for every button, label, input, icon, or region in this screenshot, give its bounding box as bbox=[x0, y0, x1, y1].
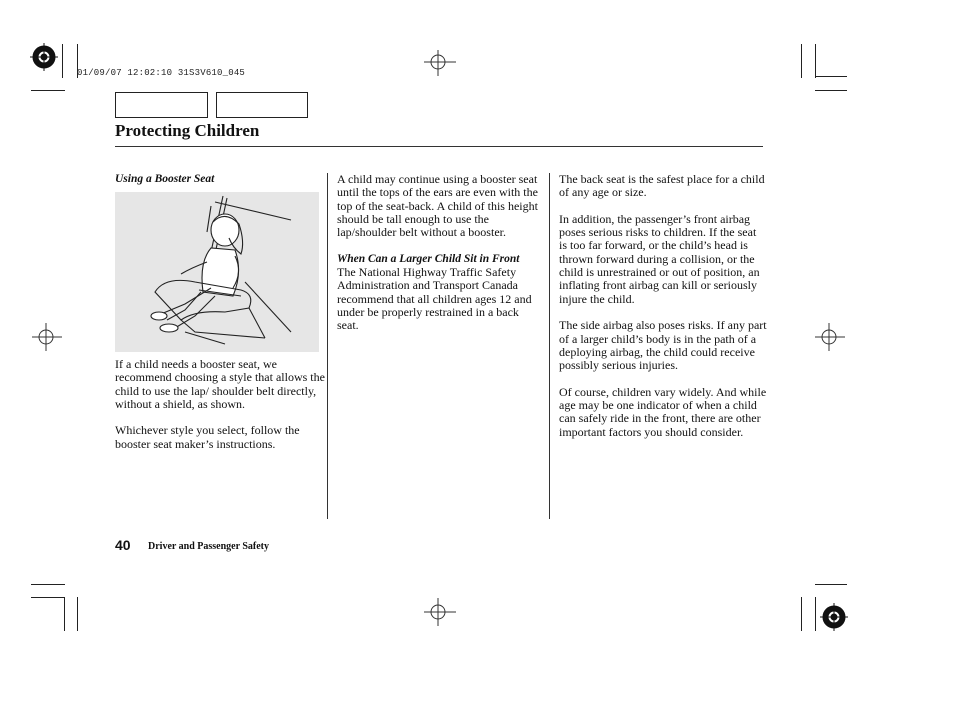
larger-child-heading: When Can a Larger Child Sit in Front bbox=[337, 252, 520, 265]
print-stamp: 01/09/07 12:02:10 31S3V610_045 bbox=[77, 68, 246, 78]
page-number: 40 bbox=[115, 537, 131, 553]
nhtsa-paragraph: The National Highway Traffic Safety Administration and Transport Canada recommend that all children ages 12 and under be properly restrained in a back seat. bbox=[337, 265, 532, 333]
column-divider-1 bbox=[327, 173, 328, 519]
booster-seat-paragraph-2: Whichever style you select, follow the booster seat maker’s instructions. bbox=[115, 423, 300, 451]
registration-sunburst-bottom-right bbox=[820, 603, 848, 631]
crosshair-bottom bbox=[424, 598, 456, 626]
front-airbag-paragraph: In addition, the passenger’s front airbag poses serious risks to children. If the seat is too far forward, or the child’s head is thrown forward during a collision, or the child is unrestrained or out of position, an inflating front airbag can kill or seriously injure the child. bbox=[559, 211, 760, 306]
section-name: Driver and Passenger Safety bbox=[148, 541, 270, 552]
back-seat-paragraph: The back seat is the safest place for a child of any age or size. bbox=[559, 172, 765, 200]
registration-sunburst-top-left bbox=[30, 43, 58, 71]
crosshair-left bbox=[32, 323, 62, 351]
booster-seat-paragraph-1: If a child needs a booster seat, we recommend choosing a style that allows the child to use the lap/ shoulder belt directly, without a shield, as shown. bbox=[115, 357, 325, 411]
title-rule bbox=[115, 146, 763, 147]
crosshair-top bbox=[424, 50, 456, 76]
booster-seat-heading: Using a Booster Seat bbox=[115, 173, 215, 185]
booster-seat-illustration bbox=[115, 192, 319, 352]
column-1 bbox=[115, 173, 323, 186]
side-airbag-paragraph: The side airbag also poses risks. If any part of a larger child’s body is in the path of a deploying airbag, the child could receive possibly serious injuries. bbox=[559, 318, 767, 373]
column-2 bbox=[337, 173, 543, 346]
header-tab-box-1 bbox=[115, 92, 208, 118]
column-3 bbox=[559, 173, 767, 452]
column-divider-2 bbox=[549, 173, 550, 519]
column-1-body bbox=[115, 358, 325, 464]
children-vary-paragraph: Of course, children vary widely. And while age may be one indicator of when a child can safely ride in the front, there are other important factors you should consider. bbox=[559, 384, 767, 439]
booster-height-paragraph: A child may continue using a booster seat until the tops of the ears are even with the top of the seat-back. A child of this height should be tall enough to use the lap/shoulder belt without a booster. bbox=[337, 172, 538, 240]
header-tab-box-2 bbox=[216, 92, 308, 118]
page-title: Protecting Children bbox=[115, 121, 260, 140]
crosshair-right bbox=[815, 323, 845, 351]
child-in-booster-seat-drawing bbox=[115, 192, 319, 352]
